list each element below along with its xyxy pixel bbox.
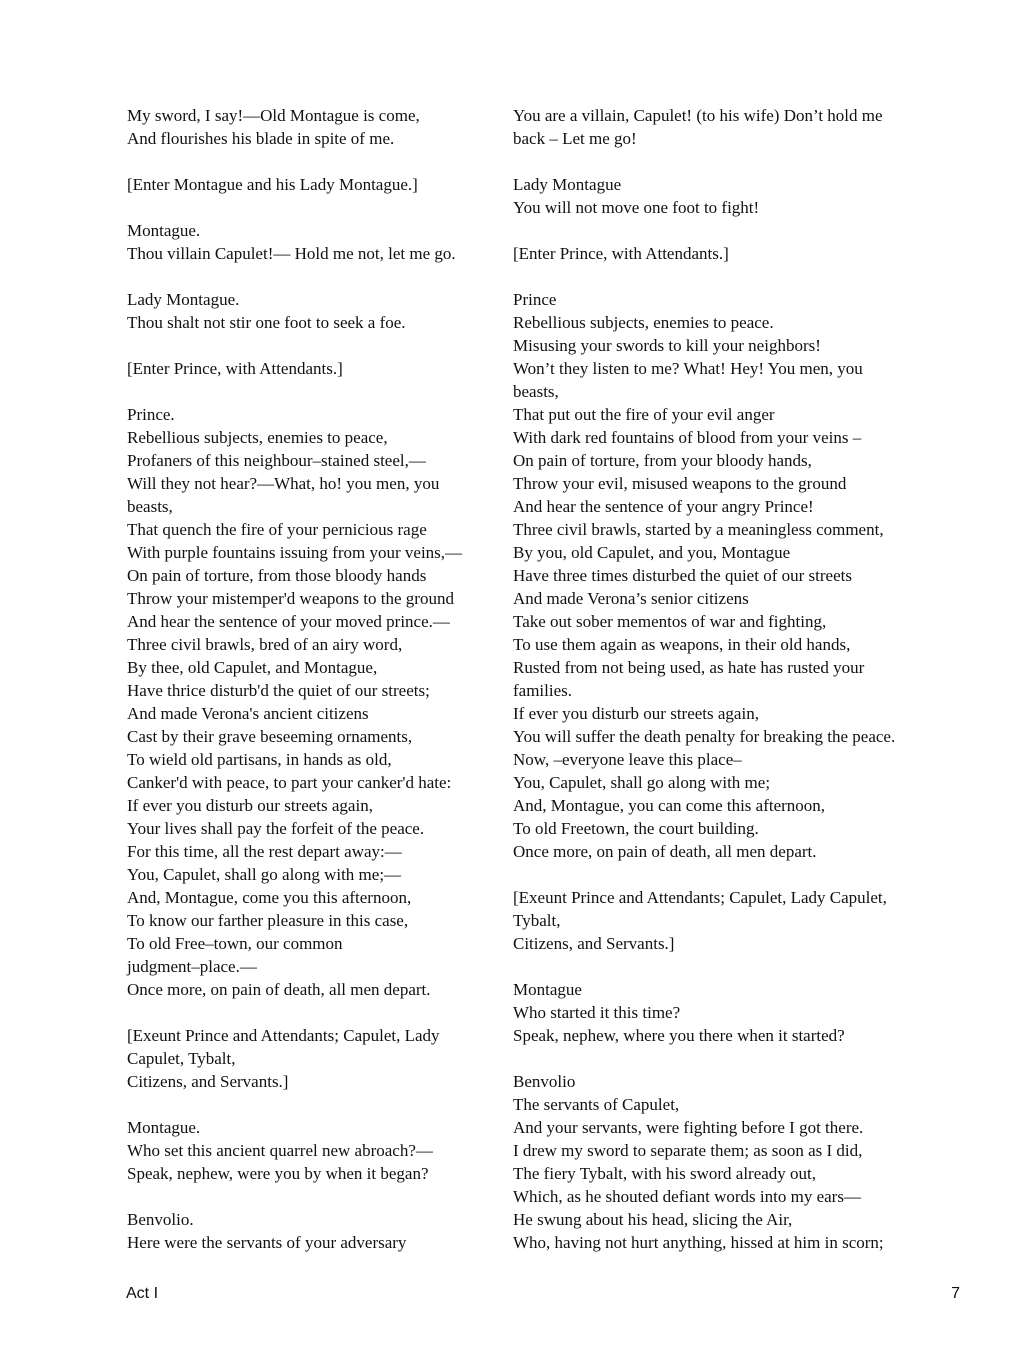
text-line: Rebellious subjects, enemies to peace, [127, 428, 388, 447]
text-line: beasts, [127, 497, 173, 516]
text-line: With purple fountains issuing from your veins,–– [127, 543, 463, 562]
text-line: [Enter Prince, with Attendants.] [513, 244, 729, 263]
text-line: Have three times disturbed the quiet of our streets [513, 566, 852, 585]
text-line: To wield old partisans, in hands as old, [127, 750, 392, 769]
text-line: He swung about his head, slicing the Air, [513, 1210, 793, 1229]
speech-block [127, 1208, 513, 1254]
text-line: Speak, nephew, were you by when it began? [127, 1164, 429, 1183]
text-line: families. [513, 681, 573, 700]
text-line: And hear the sentence of your moved prince.–– [127, 612, 450, 631]
text-line: [Enter Montague and his Lady Montague.] [127, 175, 418, 194]
text-line: I drew my sword to separate them; as soon as I did, [513, 1141, 863, 1160]
text-line: With dark red fountains of blood from your veins – [513, 428, 862, 447]
text-line: beasts, [513, 382, 559, 401]
text-line: judgment–place.–– [127, 957, 257, 976]
text-line: Profaners of this neighbour–stained steel,–– [127, 451, 426, 470]
text-line: And, Montague, come you this afternoon, [127, 888, 412, 907]
speech-block [513, 978, 961, 1047]
text-line: And, Montague, you can come this afternoon, [513, 796, 826, 815]
text-line: To know our farther pleasure in this case, [127, 911, 409, 930]
text-line: Prince [513, 290, 557, 309]
text-line: You are a villain, Capulet! (to his wife) Don’t hold me [513, 106, 883, 125]
text-line: Three civil brawls, started by a meaningless comment, [513, 520, 884, 539]
text-line: Canker'd with peace, to part your canker'd hate: [127, 773, 452, 792]
text-line: If ever you disturb our streets again, [127, 796, 373, 815]
text-line: To use them again as weapons, in their old hands, [513, 635, 851, 654]
speech-block [513, 288, 961, 863]
text-line: Citizens, and Servants.] [513, 934, 675, 953]
text-line: Three civil brawls, bred of an airy word, [127, 635, 403, 654]
text-line: Now, –everyone leave this place– [513, 750, 742, 769]
text-line: By thee, old Capulet, and Montague, [127, 658, 378, 677]
text-line: On pain of torture, from those bloody hands [127, 566, 427, 585]
speech-block [127, 104, 513, 150]
text-line: Lady Montague [513, 175, 622, 194]
speech-block [513, 242, 961, 265]
text-line: [Exeunt Prince and Attendants; Capulet, Lady [127, 1026, 440, 1045]
footer-page-number: 7 [951, 1285, 960, 1302]
text-line: Have thrice disturb'd the quiet of our streets; [127, 681, 430, 700]
text-line: Your lives shall pay the forfeit of the peace. [127, 819, 425, 838]
speech-block [127, 357, 513, 380]
text-line: And your servants, were fighting before I got there. [513, 1118, 864, 1137]
text-line: You, Capulet, shall go along with me; [513, 773, 771, 792]
text-line: Thou shalt not stir one foot to seek a foe. [127, 313, 406, 332]
text-line: Montague. [127, 221, 201, 240]
text-line: Benvolio [513, 1072, 576, 1091]
speech-block [127, 173, 513, 196]
speech-block [513, 173, 961, 219]
text-line: You will not move one foot to fight! [513, 198, 760, 217]
text-line: Which, as he shouted defiant words into my ears— [513, 1187, 861, 1206]
speech-block [127, 1024, 513, 1093]
text-line: The fiery Tybalt, with his sword already out, [513, 1164, 817, 1183]
text-line: And hear the sentence of your angry Prince! [513, 497, 814, 516]
column-original-text [127, 104, 513, 1254]
text-line: Capulet, Tybalt, [127, 1049, 236, 1068]
text-line: [Exeunt Prince and Attendants; Capulet, Lady Capulet, [513, 888, 887, 907]
text-line: Misusing your swords to kill your neighbors! [513, 336, 821, 355]
text-line: Montague. [127, 1118, 201, 1137]
text-line: back – Let me go! [513, 129, 637, 148]
text-line: To old Freetown, the court building. [513, 819, 759, 838]
text-line: Thou villain Capulet!–– Hold me not, let me go. [127, 244, 456, 263]
text-line: That quench the fire of your pernicious rage [127, 520, 427, 539]
column-modern-translation [513, 104, 961, 1254]
text-line: Won’t they listen to me? What! Hey! You men, you [513, 359, 863, 378]
speech-block [513, 1070, 961, 1254]
text-line: You will suffer the death penalty for breaking the peace. [513, 727, 896, 746]
speech-block [127, 1116, 513, 1185]
text-line: Throw your mistemper'd weapons to the ground [127, 589, 454, 608]
text-line: And made Verona’s senior citizens [513, 589, 749, 608]
text-line: The servants of Capulet, [513, 1095, 680, 1114]
text-line: Prince. [127, 405, 175, 424]
text-line: Rusted from not being used, as hate has rusted your [513, 658, 865, 677]
speech-block [127, 403, 513, 1001]
text-line: Here were the servants of your adversary [127, 1233, 407, 1252]
text-line: On pain of torture, from your bloody hands, [513, 451, 812, 470]
text-line: Who set this ancient quarrel new abroach?–– [127, 1141, 433, 1160]
speech-block [127, 288, 513, 334]
text-line: Rebellious subjects, enemies to peace. [513, 313, 774, 332]
text-line: Who, having not hurt anything, hissed at him in scorn; [513, 1233, 884, 1252]
text-line: My sword, I say!––Old Montague is come, [127, 106, 420, 125]
text-line: You, Capulet, shall go along with me;–– [127, 865, 402, 884]
text-line: Once more, on pain of death, all men depart. [513, 842, 817, 861]
text-line: Montague [513, 980, 582, 999]
text-line: Citizens, and Servants.] [127, 1072, 289, 1091]
text-line: Throw your evil, misused weapons to the ground [513, 474, 847, 493]
text-line: Will they not hear?––What, ho! you men, you [127, 474, 440, 493]
text-line: Once more, on pain of death, all men depart. [127, 980, 431, 999]
speech-block [127, 219, 513, 265]
text-line: Take out sober mementos of war and fighting, [513, 612, 827, 631]
text-line: And made Verona's ancient citizens [127, 704, 369, 723]
text-line: [Enter Prince, with Attendants.] [127, 359, 343, 378]
footer-act-label: Act I [126, 1285, 159, 1302]
text-line: Speak, nephew, where you there when it started? [513, 1026, 845, 1045]
text-line: Cast by their grave beseeming ornaments, [127, 727, 413, 746]
speech-block [513, 886, 961, 955]
text-line: Tybalt, [513, 911, 561, 930]
text-line: If ever you disturb our streets again, [513, 704, 759, 723]
text-line: For this time, all the rest depart away:–– [127, 842, 402, 861]
text-line: By you, old Capulet, and you, Montague [513, 543, 791, 562]
speech-block [513, 104, 961, 150]
text-line: That put out the fire of your evil anger [513, 405, 775, 424]
text-line: Lady Montague. [127, 290, 240, 309]
text-line: Benvolio. [127, 1210, 194, 1229]
text-line: To old Free–town, our common [127, 934, 343, 953]
text-line: Who started it this time? [513, 1003, 681, 1022]
text-line: And flourishes his blade in spite of me. [127, 129, 395, 148]
